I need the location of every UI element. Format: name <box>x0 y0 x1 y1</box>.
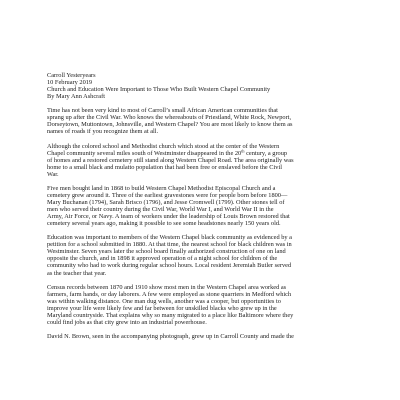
paragraph-line: opposite the church, and in 1898 it approved operation of a night school for children of the <box>47 255 278 263</box>
paragraph-4 <box>47 234 400 276</box>
paragraph-line: could find jobs as that city grew into an industrial powerhouse. <box>47 318 207 326</box>
paragraph-line: Census records between 1870 and 1910 show most men in the Western Chapel area worked as <box>47 283 287 291</box>
paragraph-line: Five men bought land in 1868 to build Western Chapel Methodist Episcopal Church and a <box>47 184 276 192</box>
paragraph-line: sprang up after the Civil War. Who knows the whereabouts of Priestland, White Rock, Newport, <box>47 114 292 122</box>
paragraph-2 <box>47 143 400 178</box>
paragraph-line: Time has not been very kind to most of Carroll’s small African American communities that <box>47 107 278 115</box>
paragraph-line: as the teacher that year. <box>47 269 107 277</box>
column-name: Carroll Yesteryears <box>47 72 96 79</box>
paragraph-line: Dorseytown, Muttontown, Johnsville, and Western Chapel? You are most likely to know them as <box>47 121 293 129</box>
paragraph-line-part: Chapel community several miles south of Westminster disappeared in the 20 <box>47 149 242 157</box>
paragraph-line: was within walking distance. One man dug wells, another was a cooper, but opportunities to <box>47 297 281 305</box>
paragraph-line-part: century, a group <box>244 149 288 157</box>
paragraph-line: Westminster. Seven years later the school board finally authorized construction of one on land <box>47 248 286 256</box>
paragraph-line: of homes and a restored cemetery still stand along Western Chapel Road. The area originally was <box>47 156 294 164</box>
publication-date: 10 February 2019 <box>47 79 93 87</box>
paragraph-line: cemetery grew around it. Three of the earliest gravestones were for people born before 1800— <box>47 191 288 199</box>
paragraph-line: names of roads if you recognize them at all. <box>47 128 159 136</box>
paragraph-line: cemetery several years ago, making it possible to see some headstones nearly 150 years old. <box>47 220 281 228</box>
paragraph-6 <box>47 333 400 340</box>
article-header <box>47 72 400 100</box>
paragraph-line: farmers, farm hands, or day laborers. A few were employed as stone quarriers in Medford which <box>47 290 292 298</box>
paragraph-line: men who served their country during the Civil War, World War I, and World War II in the <box>47 206 274 214</box>
paragraph-line: Education was important to members of the Western Chapel black community as evidenced by a <box>47 234 292 242</box>
paragraph-line: Mary Buchanan (1794), Sarah Brisco (1796), and Jesse Cromwell (1799). Other stones tell of <box>47 198 285 206</box>
paragraph-line: Maryland countryside. That explains why so many migrated to a place like Baltimore where they <box>47 311 294 319</box>
article-byline: By Mary Ann Ashcraft <box>47 93 105 101</box>
paragraph-line: community who had to work during regular school hours. Local resident Jeremiah Butler served <box>47 262 292 270</box>
paragraph-line: home to a small black and mulatto population that had been free or enslaved before the Civil <box>47 163 282 171</box>
ordinal-superscript: th <box>241 148 245 154</box>
paragraph-line: Although the colored school and Methodist church which stood at the center of the Western <box>47 142 280 150</box>
paragraph-1 <box>47 107 400 135</box>
paragraph-line: petition for a school submitted in 1880. At that time, the nearest school for black children was in <box>47 241 292 249</box>
paragraph-line: improve your life were likely few and far between for unskilled blacks who grew up in the <box>47 304 277 312</box>
paragraph-5 <box>47 284 400 326</box>
article-title: Church and Education Were Important to Those Who Built Western Chapel Community <box>47 86 271 94</box>
paragraph-3 <box>47 185 400 227</box>
paragraph-line: David N. Brown, seen in the accompanying photograph, grew up in Carroll County and made the <box>47 333 294 341</box>
paragraph-line <box>47 150 400 157</box>
paragraph-line: War. <box>47 170 59 178</box>
paragraph-line: Army, Air Force, or Navy. A team of workers under the leadership of Louis Brown restored that <box>47 213 290 221</box>
